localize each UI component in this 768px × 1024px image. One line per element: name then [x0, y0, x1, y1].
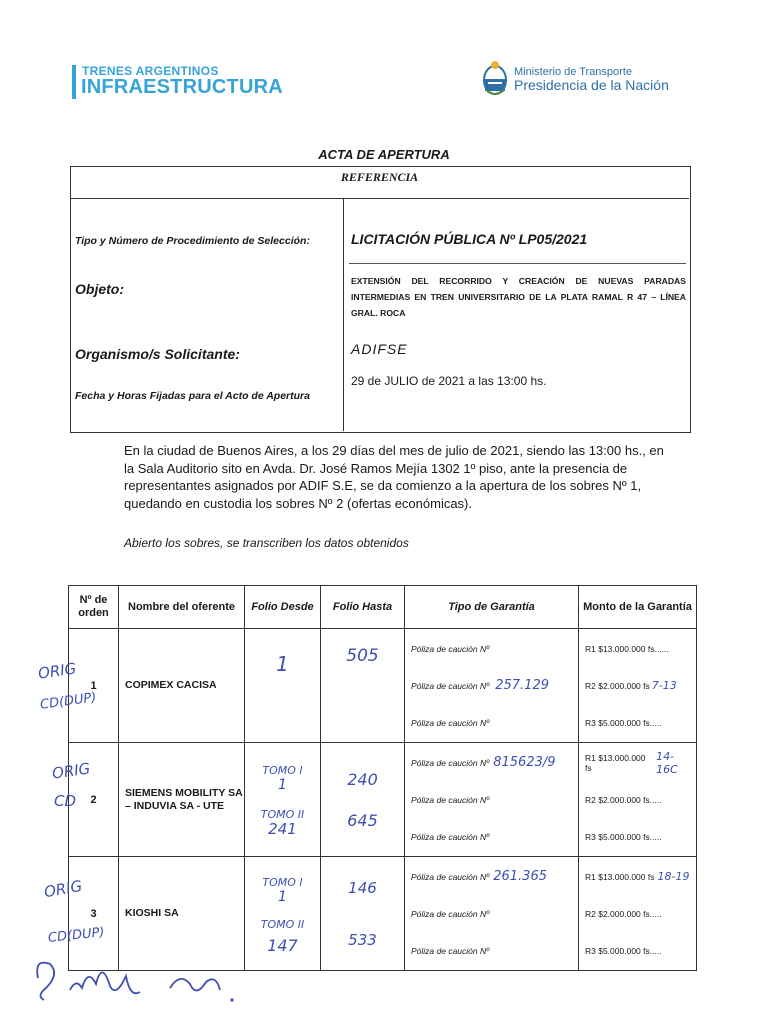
poliza-line: Póliza de caución Nº [411, 643, 490, 654]
bidder-name: KIOSHI SA [119, 857, 245, 971]
folio-hasta-cell: 240 645 [321, 743, 405, 857]
fecha-value: 29 de JULIO de 2021 a las 13:00 hs. [351, 374, 547, 388]
header-monto: Monto de la Garantía [579, 586, 697, 629]
ministry-top-text: Ministerio de Transporte [514, 66, 632, 78]
table-row [69, 629, 697, 743]
reference-heading: REFERENCIA [340, 170, 419, 184]
monto-line: R2 $2.000.000 fs 7-13 [585, 679, 677, 692]
organismo-label: Organismo/s Solicitante: [75, 346, 240, 362]
monto-line: R2 $2.000.000 fs..... [585, 908, 662, 919]
folio-hasta-hand: 505 [346, 645, 379, 666]
margin-note: CD(DUP) [47, 925, 106, 946]
row-number: 2 [69, 743, 119, 857]
margin-note: CD [54, 792, 77, 810]
row-number: 3 [69, 857, 119, 971]
margin-note: ORIG [42, 876, 84, 902]
objeto-value: EXTENSIÓN DEL RECORRIDO Y CREACIÓN DE NUEVAS PARADAS INTERMEDIAS EN TREN UNIVERSITARIO DE LA PLATA RAMAL R 47 – LÍNEA GRAL. ROCA [351, 276, 686, 318]
poliza-line: Póliza de caución Nº [411, 717, 490, 728]
poliza-line: Póliza de caución Nº [411, 908, 490, 919]
monto-line: R1 $13.000.000 fs...... [585, 643, 669, 654]
fecha-label: Fecha y Horas Fijadas para el Acto de Apertura [75, 390, 310, 402]
row-number: 1 [69, 629, 119, 743]
poliza-line: Póliza de caución Nº 261.365 [411, 869, 547, 884]
monto-cell [579, 857, 697, 971]
header-tipo-garantia: Tipo de Garantía [405, 586, 579, 629]
national-seal-icon [482, 60, 508, 98]
header-nombre: Nombre del oferente [119, 586, 245, 629]
poliza-line: Póliza de caución Nº [411, 945, 490, 956]
folio-desde-cell [245, 629, 321, 743]
tipo-underline [349, 263, 686, 264]
header-folio-hasta: Folio Hasta [321, 586, 405, 629]
abierto-text: Abierto los sobres, se transcriben los datos obtenidos [124, 536, 409, 550]
org-main-text: INFRAESTRUCTURA [81, 76, 283, 98]
logo-accent-bar [72, 65, 76, 99]
bidder-name: COPIMEX CACISA [119, 629, 245, 743]
bidder-name: SIEMENS MOBILITY SA – INDUVIA SA - UTE [119, 743, 245, 857]
poliza-line: Póliza de caución Nº [411, 831, 490, 842]
folio-desde-cell: TOMO I 1 TOMO II 241 [245, 743, 321, 857]
header-folio-desde: Folio Desde [245, 586, 321, 629]
header-orden: Nº de orden [69, 586, 119, 629]
org-top-text: TRENES ARGENTINOS [82, 64, 219, 78]
reference-divider [343, 198, 344, 431]
poliza-line: Póliza de caución Nº [411, 794, 490, 805]
margin-note: ORIG [50, 759, 92, 783]
ministry-main-text: Presidencia de la Nación [514, 77, 669, 93]
folio-hasta-cell: 146 533 [321, 857, 405, 971]
monto-line: R3 $5.000.000 fs..... [585, 831, 662, 842]
folio-hasta-cell [321, 629, 405, 743]
poliza-line: Póliza de caución Nº 257.129 [411, 678, 549, 693]
signatures-icon [30, 948, 250, 1018]
monto-cell [579, 743, 697, 857]
tipo-value: LICITACIÓN PÚBLICA Nº LP05/2021 [351, 231, 588, 247]
organismo-value: ADIFSE [351, 341, 408, 357]
poliza-line: Póliza de caución Nº 815623/9 [411, 755, 556, 770]
tipo-label: Tipo y Número de Procedimiento de Selección: [75, 235, 310, 247]
folio-desde-hand: 1 [276, 651, 289, 676]
monto-cell [579, 629, 697, 743]
offers-table [68, 585, 697, 971]
margin-note: CD(DUP) [39, 690, 98, 713]
folio-desde-cell: TOMO I 1 TOMO II 147 [245, 857, 321, 971]
objeto-label: Objeto: [75, 281, 124, 297]
margin-note: ORIG [36, 659, 78, 683]
monto-line: R3 $5.000.000 fs..... [585, 945, 662, 956]
monto-line: R1 $13.000.000 fs 14-16C [585, 749, 678, 776]
garantia-cell [405, 629, 579, 743]
garantia-cell [405, 857, 579, 971]
table-header-row [69, 586, 697, 629]
table-row [69, 743, 697, 857]
monto-line: R2 $2.000.000 fs..... [585, 794, 662, 805]
page-title: ACTA DE APERTURA [318, 147, 450, 162]
monto-line: R1 $13.000.000 fs 18-19 [585, 870, 690, 883]
garantia-cell [405, 743, 579, 857]
monto-line: R3 $5.000.000 fs..... [585, 717, 662, 728]
body-paragraph: En la ciudad de Buenos Aires, a los 29 días del mes de julio de 2021, siendo las 13:00 hs., en la Sala Auditorio sito en Avda. Dr. José Ramos Mejía 1302 1º piso, ante la presencia de representantes asignados por ADIF S.E, se da comienzo a la apertura de los sobres Nº 1, quedando en custodia los sobres Nº 2 (ofertas económicas). [124, 443, 664, 511]
